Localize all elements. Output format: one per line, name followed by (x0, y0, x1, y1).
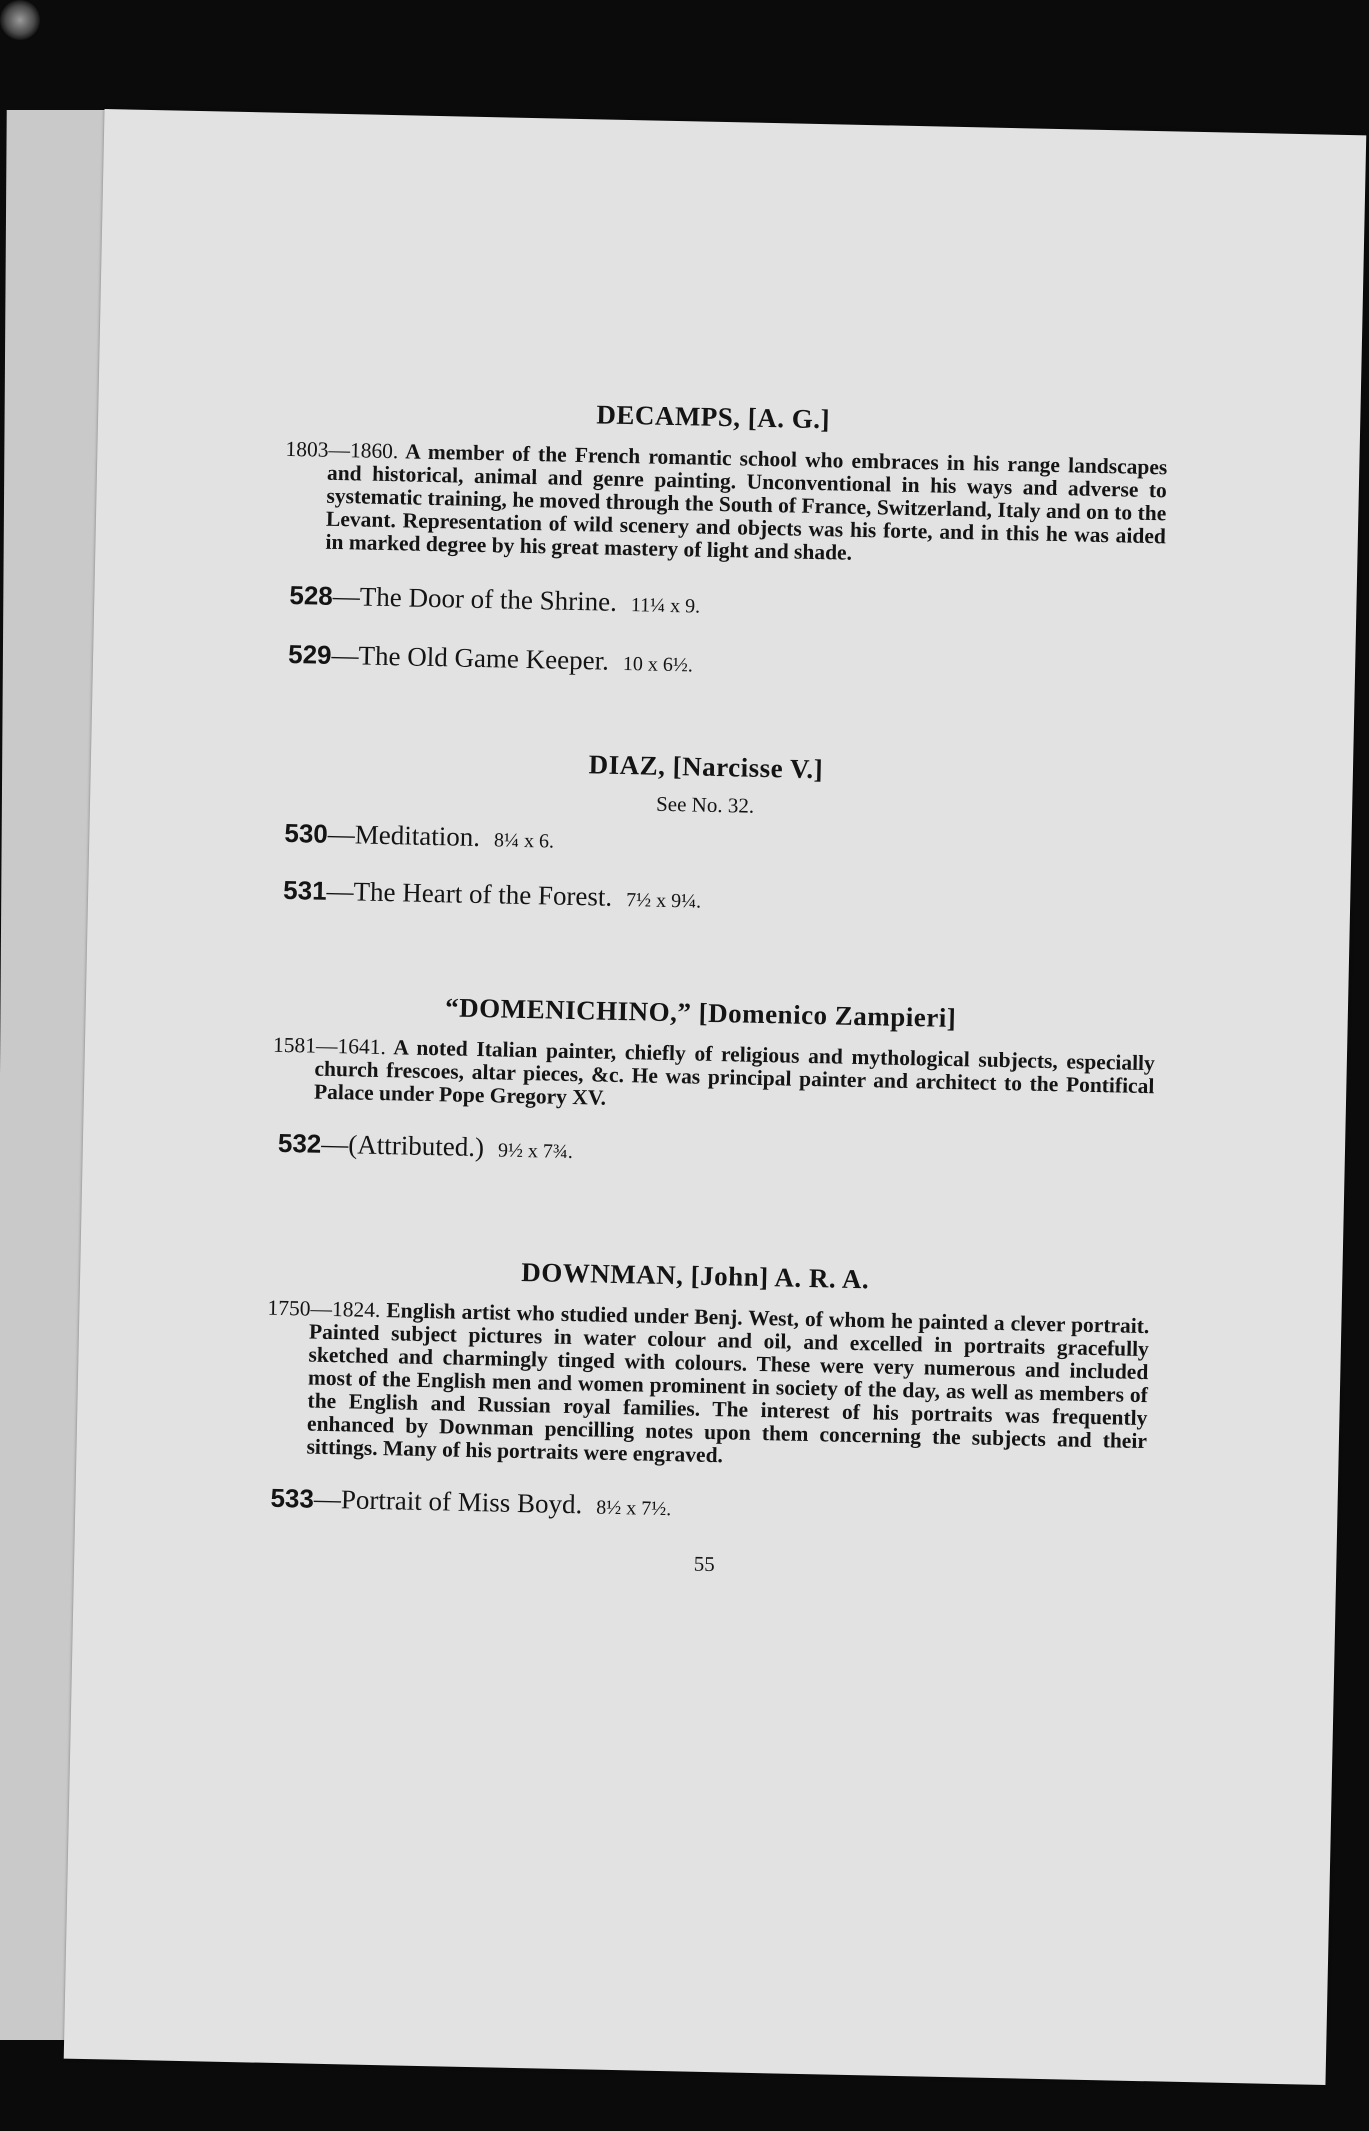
page-content (209, 392, 1194, 1608)
entry-dimensions: 7½ x 9¼. (625, 889, 702, 913)
entry-dimensions: 8¼ x 6. (493, 829, 555, 853)
entry-dimensions: 9½ x 7¾. (497, 1139, 574, 1164)
entry-number: 530 (284, 817, 329, 849)
artist-section-diaz (223, 742, 1186, 928)
entry-number: 531 (282, 874, 327, 906)
artist-section-decamps (228, 392, 1194, 692)
artist-section-downman (210, 1251, 1175, 1536)
scan-artifact (0, 0, 40, 40)
entry-title: —(Attributed.) (321, 1128, 485, 1163)
entry-title: —The Old Game Keeper. (331, 639, 610, 676)
bio-text: English artist who studied under Benj. West, of whom he painted a clever portrait. Painted subject pictures in water colour and oil, and excelled in portraits gracefully sketched and charmingly tinged with colours. These were very numerous and included most of the English men and women prominent in society of the day, as well as members of the English and Russian royal families. The interest of his portraits was frequently enhanced by Downman pencilling notes upon them concerning the subjects and their sittings. Many of his portraits were engraved. (306, 1298, 1150, 1468)
bio-text: A noted Italian painter, chiefly of religious and mythological subjects, especially church frescoes, altar pieces, &c. He was principal painter and architect to the Pontifical Palace under Pope Gregory XV. (313, 1035, 1156, 1110)
bio-dates: 1581—1641. (272, 1032, 387, 1060)
artist-name: DIAZ, (588, 749, 666, 781)
artist-initials: [Narcisse V.] (672, 751, 824, 785)
artist-name: “DOMENICHINO,” (444, 992, 692, 1028)
entry-number: 533 (270, 1482, 315, 1514)
artist-bio (211, 1296, 1174, 1477)
page-number: 55 (693, 1551, 715, 1577)
bio-dates: 1803—1860. (285, 436, 399, 464)
entry-number: 532 (277, 1127, 322, 1159)
entry-dimensions: 11¼ x 9. (630, 594, 701, 618)
entry-number: 529 (287, 638, 332, 670)
artist-name: DECAMPS, (596, 399, 741, 433)
entry-dimensions: 10 x 6½. (622, 652, 694, 677)
artist-section-domenichino (218, 988, 1181, 1181)
bio-dates: 1750—1824. (267, 1295, 381, 1323)
entry-dimensions: 8½ x 7½. (596, 1496, 672, 1521)
catalogue-page (64, 109, 1367, 2085)
artist-bio (230, 437, 1192, 572)
entry-number: 528 (289, 579, 334, 611)
bio-text: A member of the French romantic school who embraces in his range landscapes and historical, animal and genre painting. Unconventional in his ways and adverse to systematic training, he moved through the South of France, Switzerland, Italy and on to the Levant. Representation of wild scenery and objects was his forte, and in this he was aided in marked degree by his great mastery of light and shade. (325, 439, 1168, 565)
see-reference: See No. 32. (655, 791, 755, 818)
entry-title: —Portrait of Miss Boyd. (313, 1483, 583, 1520)
artist-heading (233, 392, 1193, 443)
entry-title: —The Door of the Shrine. (332, 580, 618, 617)
artist-initials: [A. G.] (747, 402, 831, 435)
artist-name: DOWNMAN, (520, 1256, 684, 1291)
entry-title: —Meditation. (327, 818, 481, 853)
entry-title: —The Heart of the Forest. (326, 875, 613, 912)
artist-full-name: [Domenico Zampieri] (698, 997, 957, 1034)
artist-title: [John] A. R. A. (690, 1260, 870, 1295)
